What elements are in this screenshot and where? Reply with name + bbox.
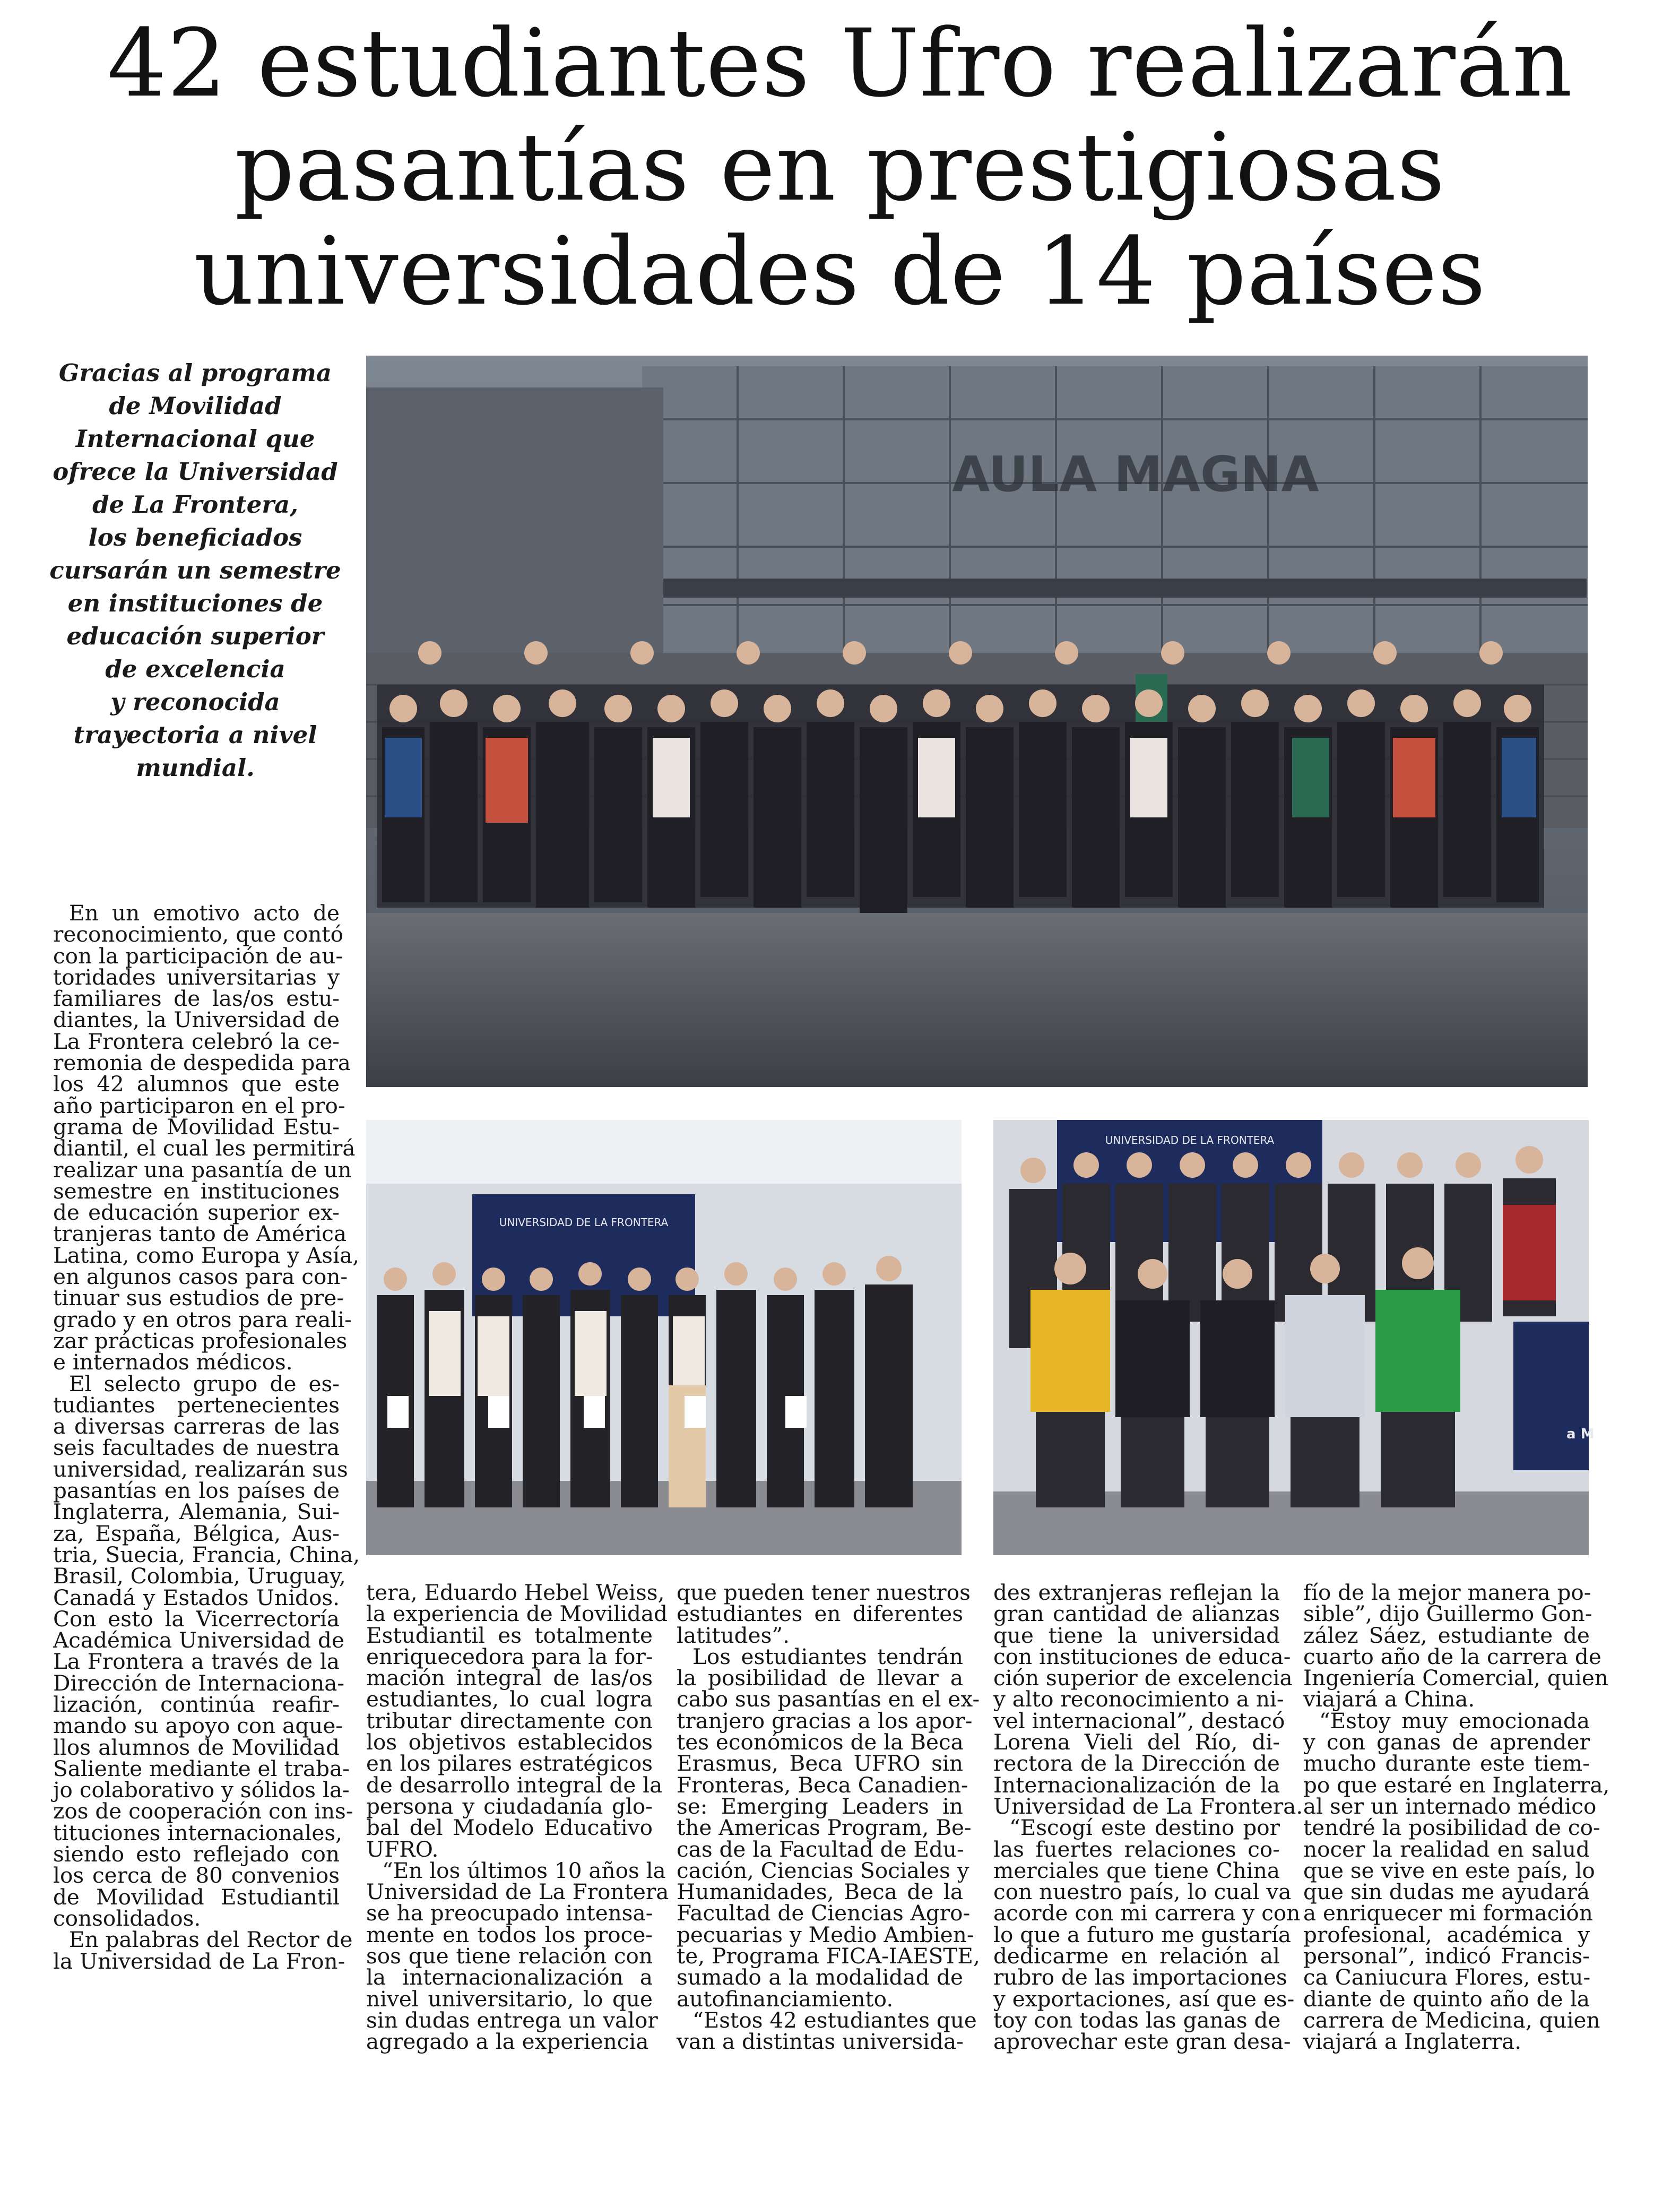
text-line: des extranjeras reflejan la [993,1580,1280,1605]
text-line: fío de la mejor manera po- [1303,1580,1591,1605]
text-line: rectora de la Dirección de [993,1751,1280,1777]
paragraph [677,1580,971,1648]
text-line: dedicarme en relación al [993,1943,1280,1969]
paragraph [53,1370,360,1931]
deck-line: mundial. [136,754,255,782]
text-line: las fuertes relaciones co- [993,1836,1280,1862]
text-line: enriquecedora para la for- [366,1643,653,1669]
deck-line: trayectoria a nivel [73,721,317,749]
text-line: bal del Modelo Educativo [366,1815,653,1841]
text-line: tes económicos de la Beca [677,1729,964,1755]
text-line: profesional, académica y [1303,1921,1590,1947]
text-line: zos de cooperación con ins- [53,1798,353,1824]
text-line: lo que a futuro me gustaría [993,1921,1292,1947]
deck-line: de Movilidad [109,392,282,420]
paragraph [1303,1708,1610,2055]
text-line: los cerca de 80 convenios [53,1863,340,1889]
ceremony-photo-left [366,1120,962,1555]
text-line: a enriquecer mi formación [1303,1900,1593,1926]
text-line: agregado a la experiencia [366,2029,649,2055]
text-line: persona y ciudadanía glo- [366,1793,653,1819]
text-line: seis facultades de nuestra [53,1435,340,1461]
text-line: acorde con mi carrera y con [993,1900,1301,1926]
text-line: ca Caniucura Flores, estu- [1303,1964,1591,1990]
text-line: viajará a Inglaterra. [1303,2029,1522,2055]
text-line: diantes, la Universidad de [53,1007,340,1033]
text-line: po que estaré en Inglaterra, [1303,1772,1610,1798]
text-line: tinuar sus estudios de pre- [53,1285,344,1311]
text-line: za, España, Bélgica, Aus- [53,1520,340,1546]
text-line: cabo sus pasantías en el ex- [677,1686,980,1712]
text-line: siendo esto reflejado con [53,1841,340,1867]
text-line: los objetivos establecidos [366,1729,653,1755]
text-line: zález Sáez, estudiante de [1303,1622,1590,1648]
headline-line: 42 estudiantes Ufro realizarán [107,9,1573,118]
text-line: ción superior de excelencia [993,1665,1293,1691]
text-line: Saliente mediante el traba- [53,1755,350,1781]
paragraph [1303,1580,1608,1712]
text-line: tributar directamente con [366,1708,653,1734]
text-line: universidad, realizarán sus [53,1456,348,1482]
text-line: Lorena Vieli del Río, di- [993,1729,1280,1755]
text-line: y exportaciones, así que es- [993,1986,1295,2012]
text-line: con instituciones de educa- [993,1643,1291,1669]
text-line: sible”, dijo Guillermo Gon- [1303,1601,1592,1627]
text-line: cas de la Facultad de Edu- [677,1836,964,1862]
text-line: viajará a China. [1303,1686,1475,1712]
text-line: nocer la realidad en salud [1303,1836,1590,1862]
text-line: pecuarias y Medio Ambien- [677,1921,974,1947]
text-line: consolidados. [53,1905,201,1931]
text-line: al ser un internado médico [1303,1793,1597,1819]
text-line: En un emotivo acto de [69,900,340,926]
text-line: cación, Ciencias Sociales y [677,1857,969,1883]
text-line: tituciones internacionales, [53,1820,343,1846]
text-line: grado y en otros para reali- [53,1306,352,1332]
text-line: mando su apoyo con aque- [53,1713,343,1739]
side-banner-text: a M [1566,1426,1595,1442]
text-line: sumado a la modalidad de [677,1964,963,1990]
text-line: El selecto grupo de es- [69,1370,340,1396]
text-line: a diversas carreras de las [53,1413,340,1439]
text-line: nivel universitario, lo que [366,1986,653,2012]
text-line: de educación superior ex- [53,1200,340,1226]
text-line: van a distintas universida- [677,2029,964,2055]
text-line: con la participación de au- [53,943,343,969]
ceremony-photo-right [993,1120,1595,1555]
text-line: tria, Suecia, Francia, China, [53,1541,360,1567]
text-line: La Frontera a través de la [53,1649,340,1675]
text-line: año participaron en el pro- [53,1092,345,1118]
text-line: la posibilidad de llevar a [677,1665,963,1691]
text-line: diante de quinto año de la [1303,1986,1590,2012]
headline-line: pasantías en prestigiosas [235,113,1445,222]
text-line: tranjero gracias a los apor- [677,1708,973,1734]
deck-line: de excelencia [105,655,285,683]
screen-text: UNIVERSIDAD DE LA FRONTERA [499,1216,669,1229]
main-group-photo [366,356,1588,1087]
text-line: y con ganas de aprender [1303,1729,1590,1755]
text-line: de desarrollo integral de la [366,1772,663,1798]
text-line: “Estos 42 estudiantes que [692,2007,977,2033]
text-line: Brasil, Colombia, Uruguay, [53,1563,346,1589]
paragraph [53,900,360,1375]
screen-text: UNIVERSIDAD DE LA FRONTERA [1105,1134,1275,1146]
text-line: que pueden tener nuestros [677,1580,971,1605]
text-line: Erasmus, Beca UFRO sin [677,1751,963,1777]
text-line: Fronteras, Beca Canadien- [677,1772,968,1798]
text-line: te, Programa FICA-IAESTE, [677,1943,980,1969]
text-line: Universidad de La Frontera. [993,1793,1303,1819]
text-line: “Escogí este destino por [1009,1815,1280,1841]
body-column-5 [1303,1580,1610,2055]
body-column-3 [677,1580,980,2055]
text-line: Humanidades, Beca de la [677,1879,963,1905]
text-line: sin dudas entrega un valor [366,2007,658,2033]
text-line: llos alumnos de Movilidad [53,1734,340,1760]
text-line: Latina, como Europa y Asía, [53,1242,360,1268]
text-line: cuarto año de la carrera de [1303,1643,1601,1669]
text-line: Inglaterra, Alemania, Sui- [53,1499,340,1525]
paragraph [993,1815,1301,2055]
text-line: mente en todos los proce- [366,1921,653,1947]
text-line: Los estudiantes tendrán [692,1643,963,1669]
text-line: tudiantes pertenecientes [53,1392,340,1418]
text-line: la internacionalización a [366,1964,653,1990]
text-line: de Movilidad Estudiantil [53,1884,340,1910]
body-column-2 [366,1580,669,2055]
text-line: Dirección de Internaciona- [53,1670,345,1696]
text-line: estudiantes en diferentes [677,1601,963,1627]
text-line: se ha preocupado intensa- [366,1900,653,1926]
text-line: se: Emerging Leaders in [677,1793,963,1819]
text-line: semestre en instituciones [53,1178,340,1204]
text-line: lización, continúa reafir- [53,1691,340,1717]
text-line: the Americas Program, Be- [677,1815,972,1841]
deck-line: Gracias al programa [58,359,332,387]
text-line: que se vive en este país, lo [1303,1857,1595,1883]
text-line: remonia de despedida para [53,1050,351,1076]
text-line: merciales que tiene China [993,1857,1280,1883]
deck-line: Internacional que [75,425,315,453]
text-line: tera, Eduardo Hebel Weiss, [366,1580,665,1605]
paragraph [677,1643,980,2012]
paragraph [677,2007,977,2055]
text-line: La Frontera celebró la ce- [53,1028,340,1054]
group-photo-icon [366,1120,962,1555]
deck-line: en instituciones de [67,589,323,617]
text-line: con nuestro país, lo cual va [993,1879,1292,1905]
text-line: Ingeniería Comercial, quien [1303,1665,1608,1691]
text-line: jo colaborativo y sólidos la- [53,1777,350,1803]
group-photo-icon [366,356,1588,1087]
text-line: reconocimiento, que contó [53,921,343,947]
text-line: “En los últimos 10 años la [382,1857,666,1883]
text-line: tendré la posibilidad de co- [1303,1815,1600,1841]
text-line: Canadá y Estados Unidos. [53,1584,340,1610]
text-line: que tiene la universidad [993,1622,1280,1648]
text-line: Internacionalización de la [993,1772,1280,1798]
text-line: estudiantes, lo cual logra [366,1686,653,1712]
headline [0,9,1680,326]
text-line: UFRO. [366,1836,439,1862]
text-line: Con esto la Vicerrectoría [53,1606,340,1632]
facade-sign-text: AULA MAGNA [952,446,1319,503]
text-line: la Universidad de La Fron- [53,1948,345,1974]
body-column-4 [993,1580,1303,2055]
text-line: e internados médicos. [53,1349,293,1375]
text-line: personal”, indicó Francis- [1303,1943,1590,1969]
text-line: pasantías en los países de [53,1478,340,1504]
paragraph [366,1580,668,1862]
text-line: en algunos casos para con- [53,1264,348,1290]
text-line: zar prácticas profesionales [53,1327,348,1353]
text-line: la experiencia de Movilidad [366,1601,668,1627]
deck-line: ofrece la Universidad [53,458,338,486]
headline-line: universidades de 14 países [194,217,1486,326]
group-photo-icon [993,1120,1595,1555]
text-line: toridades universitarias y [53,964,340,990]
text-line: carrera de Medicina, quien [1303,2007,1600,2033]
text-line: latitudes”. [677,1622,790,1648]
text-line: tranjeras tanto de América [53,1221,347,1247]
deck-line: cursarán un semestre [49,556,341,584]
deck-line: los beneficiados [88,523,302,551]
deck-line: educación superior [66,622,324,650]
paragraph [53,1927,353,1974]
text-line: rubro de las importaciones [993,1964,1287,1990]
text-line: vel internacional”, destacó [993,1708,1285,1734]
text-line: realizar una pasantía de un [53,1157,352,1183]
body-column-1 [53,900,360,1974]
text-line: toy con todas las ganas de [993,2007,1281,2033]
paragraph [993,1580,1303,1819]
text-line: y alto reconocimiento a ni- [993,1686,1284,1712]
text-line: Universidad de La Frontera [366,1879,669,1905]
deck-line: y reconocida [110,688,280,716]
text-line: En palabras del Rector de [69,1927,353,1953]
paragraph [366,1857,669,2055]
text-line: aprovechar este gran desa- [993,2029,1291,2055]
text-line: Estudiantil es totalmente [366,1622,653,1648]
text-line: familiares de las/os estu- [53,986,340,1012]
text-line: gran cantidad de alianzas [993,1601,1280,1627]
text-line: mación integral de las/os [366,1665,653,1691]
text-line: “Estoy muy emocionada [1319,1708,1590,1734]
text-line: sos que tiene relación con [366,1943,653,1969]
text-line: mucho durante este tiem- [1303,1751,1590,1777]
text-line: grama de Movilidad Estu- [53,1114,340,1140]
text-line: en los pilares estratégicos [366,1751,653,1777]
text-line: que sin dudas me ayudará [1303,1879,1590,1905]
text-line: los 42 alumnos que este [53,1071,340,1097]
text-line: diantil, el cual les permitirá [53,1135,356,1161]
article-deck [49,357,342,784]
text-line: Académica Universidad de [53,1627,344,1653]
deck-line: de La Frontera, [92,490,298,519]
text-line: Facultad de Ciencias Agro- [677,1900,971,1926]
text-line: autofinanciamiento. [677,1986,894,2012]
